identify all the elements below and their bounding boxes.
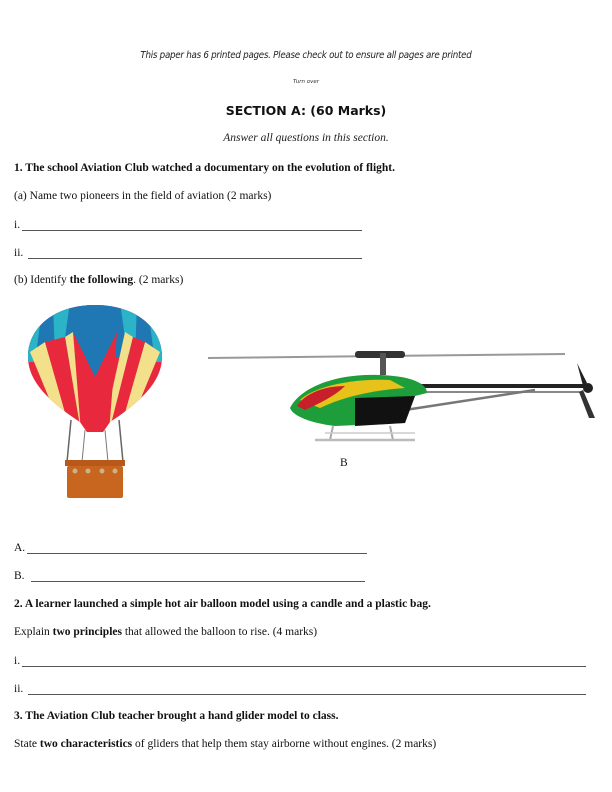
answer-1b-a[interactable] [14,541,367,554]
answer-line[interactable] [28,246,362,259]
question-2-prompt: Explain two principles that allowed the balloon to rise. (4 marks) [14,626,318,638]
answer-line[interactable] [28,682,586,695]
question-2-heading: 2. A learner launched a simple hot air balloon model using a candle and a plastic bag. [14,598,431,610]
answer-line[interactable] [22,218,362,231]
answer-label: A. [14,542,26,554]
answer-1a-ii[interactable] [14,246,362,259]
helicopter-image [205,348,605,448]
answer-line[interactable] [31,569,365,582]
answer-label: B. [14,570,25,582]
turn-over-note: Turn over [292,79,320,85]
answer-label: i. [14,655,21,667]
question-1b-text: (b) Identify the following. (2 marks) [14,274,184,286]
answer-label: ii. [14,247,24,259]
answer-line[interactable] [22,654,586,667]
section-title: SECTION A: (60 Marks) [225,103,387,118]
page-count-notice: This paper has 6 printed pages. Please check out to ensure all pages are printed [140,50,472,61]
answer-label: i. [14,219,21,231]
question-3-heading: 3. The Aviation Club teacher brought a hand glider model to class. [14,710,339,722]
answer-line[interactable] [27,541,367,554]
answer-label: ii. [14,683,24,695]
question-3-prompt: State two characteristics of gliders that help them stay airborne without engines. (2 marks) [14,738,437,750]
question-1-heading: 1. The school Aviation Club watched a documentary on the evolution of flight. [14,162,396,174]
hot-air-balloon-image [25,302,165,502]
answer-2-i[interactable] [14,654,586,667]
answer-2-ii[interactable] [14,682,586,695]
answer-1b-b[interactable] [14,569,365,582]
image-b-label: B [340,457,348,469]
answer-1a-i[interactable] [14,218,362,231]
question-1a-text: (a) Name two pioneers in the field of aviation (2 marks) [14,190,272,202]
section-instruction: Answer all questions in this section. [223,132,389,144]
